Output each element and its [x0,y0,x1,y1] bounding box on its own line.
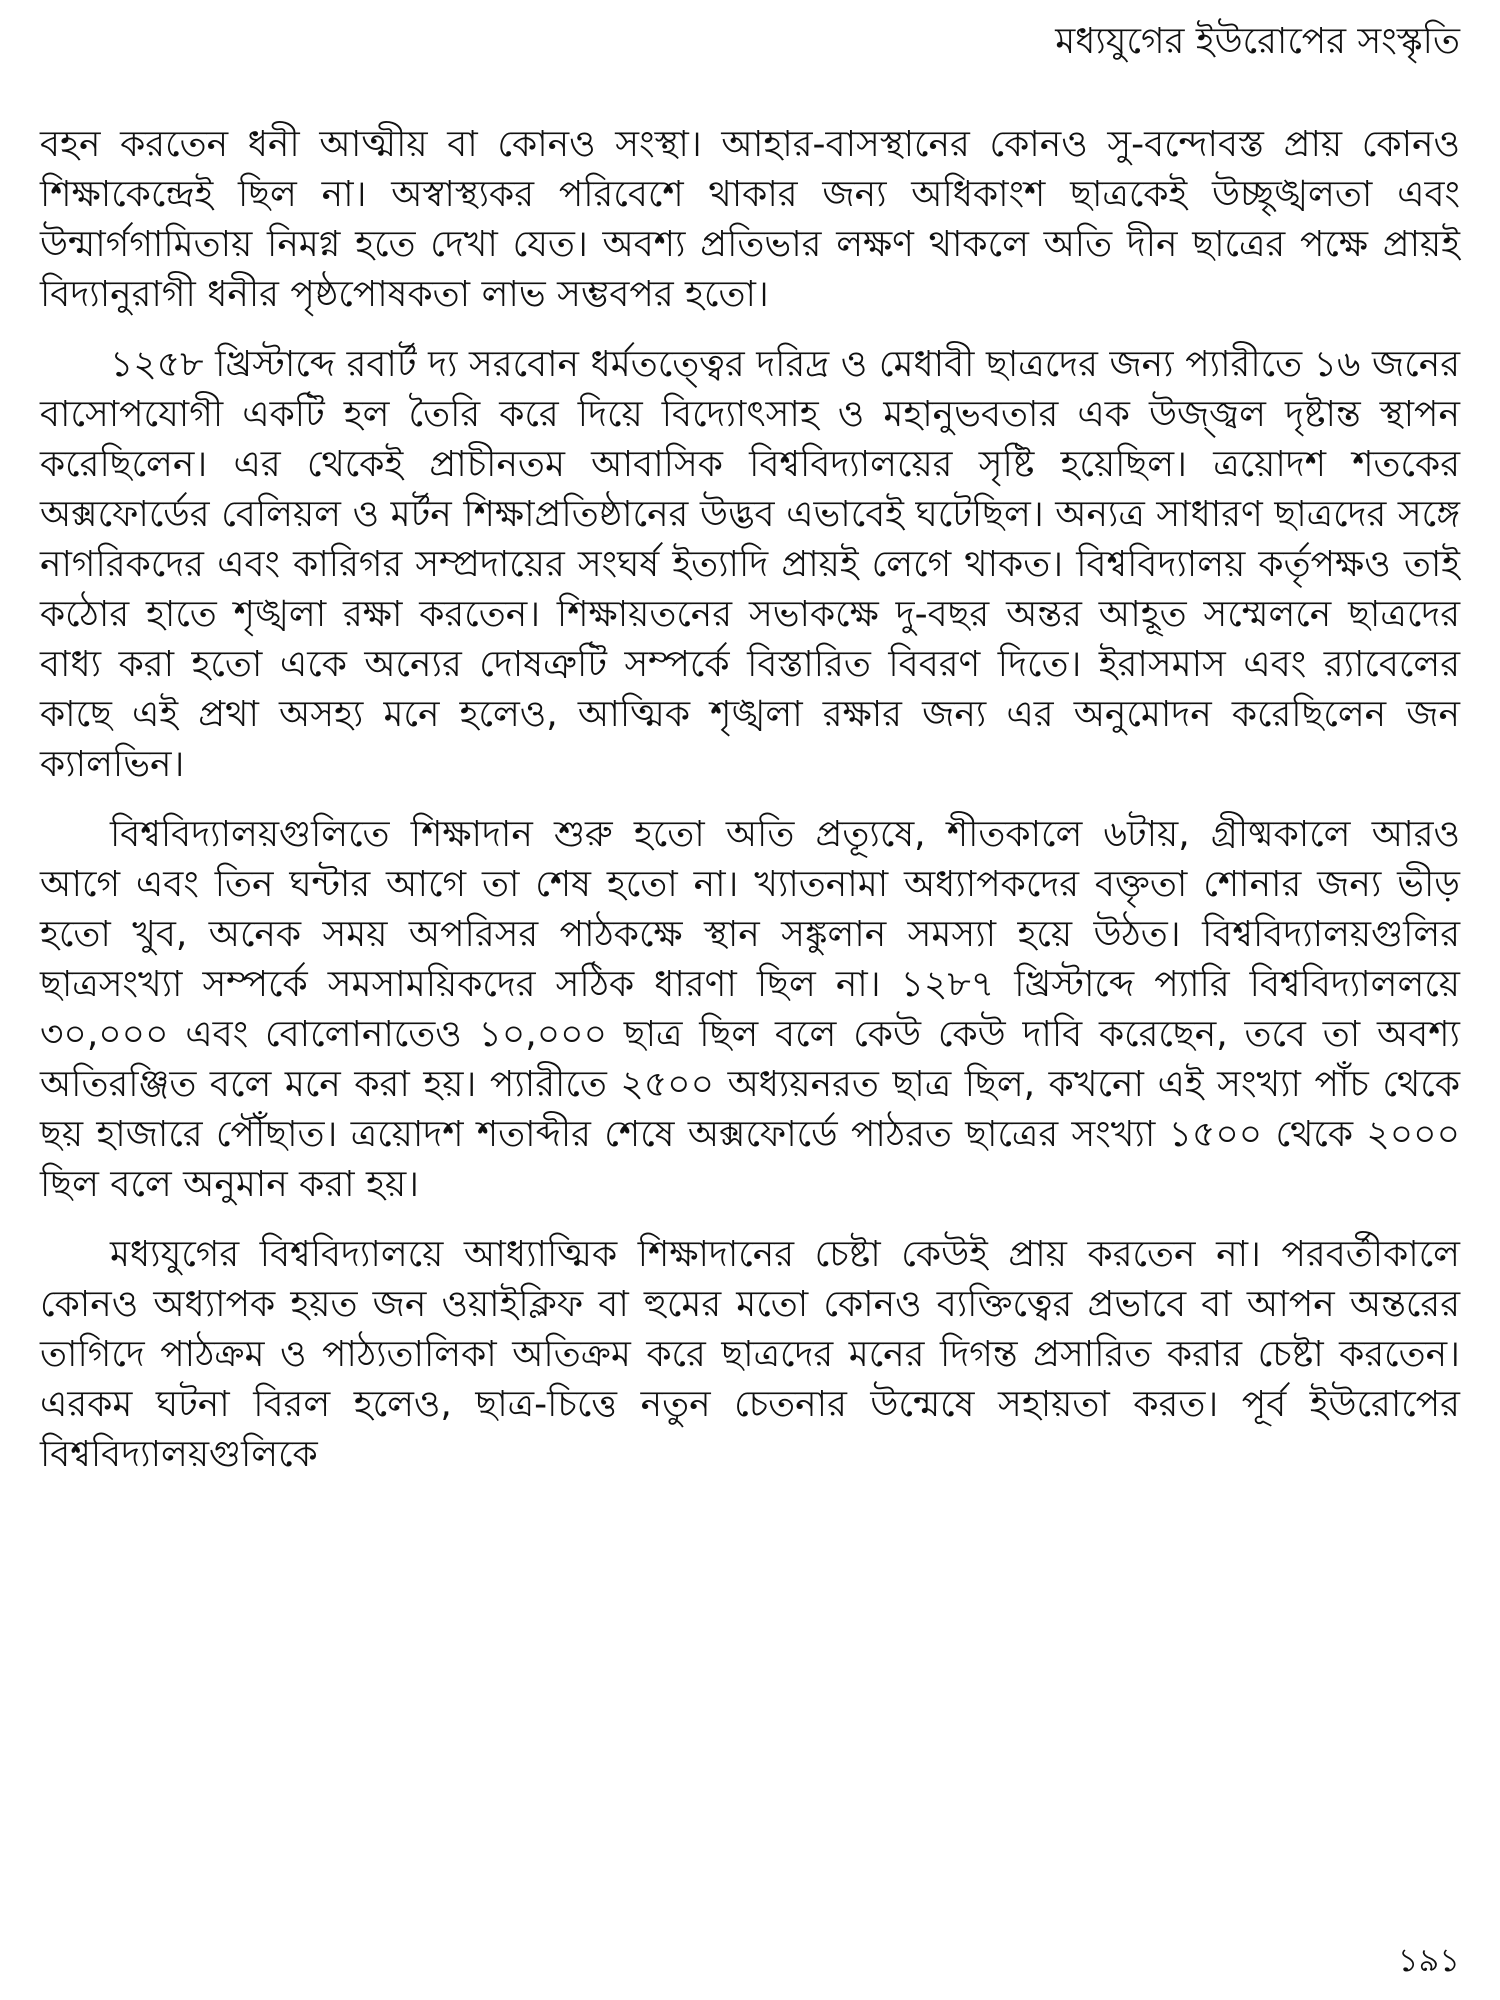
paragraph-3: বিশ্ববিদ্যালয়গুলিতে শিক্ষাদান শুরু হতো অতি প্রত্যূষে, শীতকালে ৬টায়, গ্রীষ্মকালে আরও আগে এবং তিন ঘন্টার আগে তা শেষ হতো না। খ্যাতনামা অধ্যাপকদের বক্তৃতা শোনার জন্য ভীড় হতো খুব, অনেক সময় অপরিসর পাঠকক্ষে স্থান সঙ্কুলান সমস্যা হয়ে উঠত। বিশ্ববিদ্যালয়গুলির ছাত্রসংখ্যা সম্পর্কে সমসাময়িকদের সঠিক ধারণা ছিল না। ১২৮৭ খ্রিস্টাব্দে প্যারি বিশ্ববিদ্যাললয়ে ৩০,০০০ এবং বোলোনাতেও ১০,০০০ ছাত্র ছিল বলে কেউ কেউ দাবি করেছেন, তবে তা অবশ্য অতিরঞ্জিত বলে মনে করা হয়। প্যারীতে ২৫০০ অধ্যয়নরত ছাত্র ছিল, কখনো এই সংখ্যা পাঁচ থেকে ছয় হাজারে পৌঁছাত। ত্রয়োদশ শতাব্দীর শেষে অক্সফোর্ডে পাঠরত ছাত্রের সংখ্যা ১৫০০ থেকে ২০০০ ছিল বলে অনুমান করা হয়। [40,814,1460,1205]
paragraph-1: বহন করতেন ধনী আত্মীয় বা কোনও সংস্থা। আহার-বাসস্থানের কোনও সু-বন্দোবস্ত প্রায় কোনও শিক্ষাকেন্দ্রেই ছিল না। অস্বাস্থ্যকর পরিবেশে থাকার জন্য অধিকাংশ ছাত্রকেই উচ্ছৃঙ্খলতা এবং উন্মার্গগামিতায় নিমগ্ন হতে দেখা যেত। অবশ্য প্রতিভার লক্ষণ থাকলে অতি দীন ছাত্রের পক্ষে প্রায়ই বিদ্যানুরাগী ধনীর পৃষ্ঠপোষকতা লাভ সম্ভবপর হতো। [40,124,1460,315]
paragraph-4: মধ্যযুগের বিশ্ববিদ্যালয়ে আধ্যাত্মিক শিক্ষাদানের চেষ্টা কেউই প্রায় করতেন না। পরবর্তীকালে কোনও অধ্যাপক হয়ত জন ওয়াইক্লিফ বা হুমের মতো কোনও ব্যক্তিত্বের প্রভাবে বা আপন অন্তরের তাগিদে পাঠক্রম ও পাঠ্যতালিকা অতিক্রম করে ছাত্রদের মনের দিগন্ত প্রসারিত করার চেষ্টা করতেন। এরকম ঘটনা বিরল হলেও, ছাত্র-চিত্তে নতুন চেতনার উন্মেষে সহায়তা করত। পূর্ব ইউরোপের বিশ্ববিদ্যালয়গুলিকে [40,1234,1460,1475]
body-text [40,120,1460,1500]
running-header: মধ্যযুগের ইউরোপের সংস্কৃতি [1055,21,1460,62]
page-number: ১৯১ [1397,1941,1460,1979]
paragraph-2: ১২৫৮ খ্রিস্টাব্দে রবার্ট দ্য সরবোন ধর্মতত্ত্বের দরিদ্র ও মেধাবী ছাত্রদের জন্য প্যারীতে ১৬ জনের বাসোপযোগী একটি হল তৈরি করে দিয়ে বিদ্যোৎসাহ ও মহানুভবতার এক উজ্জ্বল দৃষ্টান্ত স্থাপন করেছিলেন। এর থেকেই প্রাচীনতম আবাসিক বিশ্ববিদ্যালয়ের সৃষ্টি হয়েছিল। ত্রয়োদশ শতকের অক্সফোর্ডের বেলিয়ল ও মর্টন শিক্ষাপ্রতিষ্ঠানের উদ্ভব এভাবেই ঘটেছিল। অন্যত্র সাধারণ ছাত্রদের সঙ্গে নাগরিকদের এবং কারিগর সম্প্রদায়ের সংঘর্ষ ইত্যাদি প্রায়ই লেগে থাকত। বিশ্ববিদ্যালয় কর্তৃপক্ষও তাই কঠোর হাতে শৃঙ্খলা রক্ষা করতেন। শিক্ষায়তনের সভাকক্ষে দু-বছর অন্তর আহূত সম্মেলনে ছাত্রদের বাধ্য করা হতো একে অন্যের দোষত্রুটি সম্পর্কে বিস্তারিত বিবরণ দিতে। ইরাসমাস এবং র‍্যাবেলের কাছে এই প্রথা অসহ্য মনে হলেও, আত্মিক শৃঙ্খলা রক্ষার জন্য এর অনুমোদন করেছিলেন জন ক্যালভিন। [40,344,1460,785]
